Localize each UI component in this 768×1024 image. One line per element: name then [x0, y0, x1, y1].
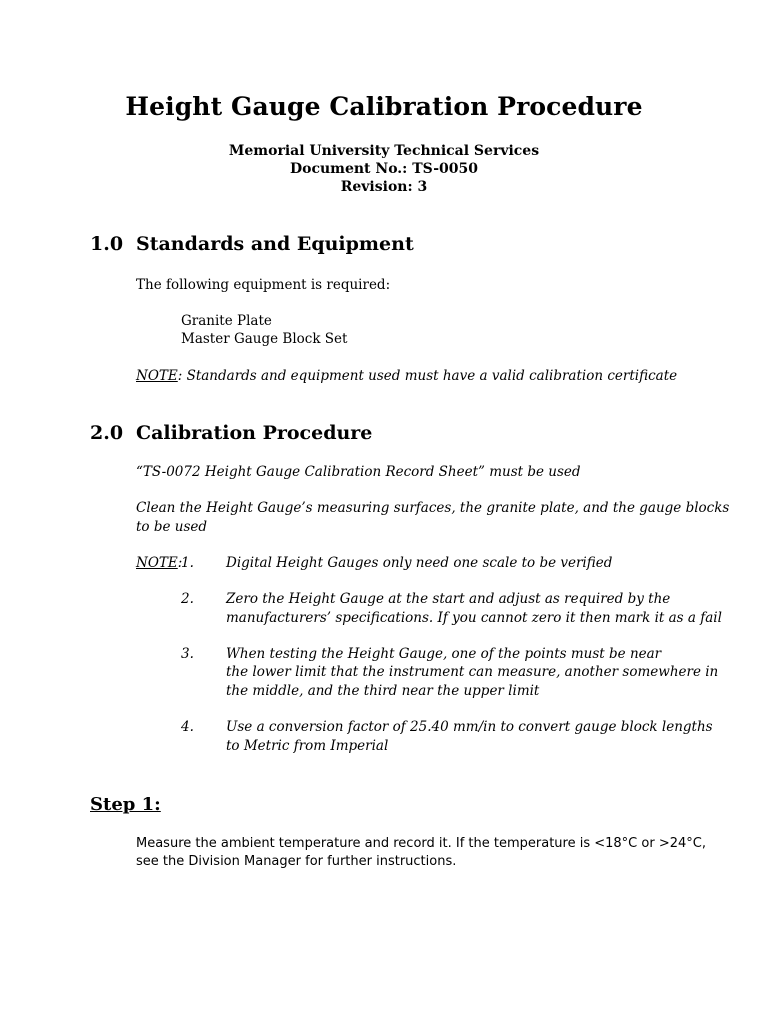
note-number: 4.	[181, 719, 194, 735]
equipment-item: Granite Plate	[181, 313, 272, 329]
note-text: Use a conversion factor of 25.40 mm/in to convert gauge block lengths	[226, 719, 713, 735]
revision-number: Revision: 3	[340, 179, 428, 195]
document-title: Height Gauge Calibration Procedure	[125, 92, 643, 121]
organization-name: Memorial University Technical Services	[228, 143, 540, 159]
note-number: 2.	[181, 591, 194, 607]
note-text: the lower limit that the instrument can measure, another somewhere in	[226, 664, 719, 680]
note-number: 3.	[181, 646, 194, 662]
document-number: Document No.: TS-0050	[289, 161, 479, 177]
step-1-text-line: see the Division Manager for further instructions.	[136, 854, 457, 869]
section-1-note	[136, 368, 677, 384]
note-text: the middle, and the third near the upper limit	[226, 683, 540, 699]
note-text: manufacturers’ specifications. If you cannot zero it then mark it as a fail	[226, 610, 722, 626]
section-1-number: 1.0	[90, 233, 124, 255]
note-text: Zero the Height Gauge at the start and adjust as required by the	[226, 591, 671, 607]
notes-label: NOTE:	[136, 555, 183, 571]
clean-instruction-line: to be used	[136, 519, 208, 535]
equipment-item: Master Gauge Block Set	[181, 331, 348, 347]
clean-instruction-line: Clean the Height Gauge’s measuring surfaces, the granite plate, and the gauge blocks	[136, 500, 730, 516]
section-2-number: 2.0	[90, 422, 124, 444]
note-text: Digital Height Gauges only need one scale to be verified	[226, 555, 613, 571]
equipment-intro: The following equipment is required:	[136, 277, 391, 293]
step-1-text-line: Measure the ambient temperature and record it. If the temperature is <18°C or >24°C,	[136, 836, 706, 851]
note-text: When testing the Height Gauge, one of the points must be near	[226, 646, 662, 662]
step-1-title: Step 1:	[90, 794, 161, 815]
record-sheet-instruction: “TS-0072 Height Gauge Calibration Record Sheet” must be used	[136, 464, 581, 480]
note-number: 1.	[181, 555, 194, 571]
note-text: : Standards and equipment used must have a valid calibration certificate	[177, 368, 678, 384]
section-1-title: Standards and Equipment	[136, 233, 414, 255]
note-label: NOTE	[136, 368, 178, 384]
section-2-title: Calibration Procedure	[136, 422, 373, 444]
note-text: to Metric from Imperial	[226, 738, 389, 754]
